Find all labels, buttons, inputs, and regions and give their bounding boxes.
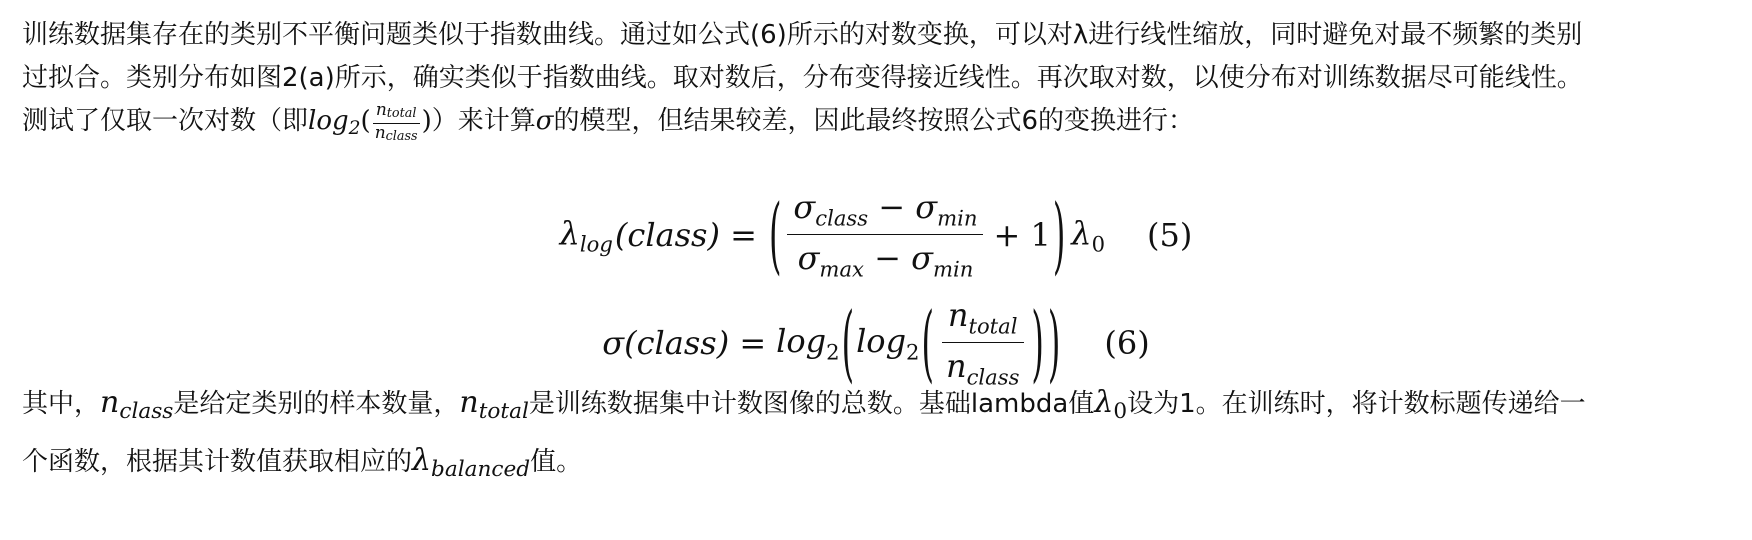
eq5-den-minus: − <box>863 239 912 278</box>
inline-fraction <box>373 101 420 146</box>
eq5-den-sub1: max <box>819 256 864 282</box>
paragraph2-line-1 <box>22 378 1738 436</box>
eq6-numerator <box>942 296 1024 343</box>
eq6-log1-text: log <box>776 321 827 360</box>
inline-log-base: 2 <box>348 118 361 140</box>
eq6-number: (6) <box>1104 323 1150 362</box>
line3-mid: ）来计算 <box>431 106 536 136</box>
eq6-outer-left-paren: ( <box>841 293 855 393</box>
p2-lambda-balanced-sub: balanced <box>431 457 531 483</box>
p2-n-class <box>100 385 174 425</box>
eq5-lambda0 <box>1071 214 1105 256</box>
inline-num-sub: total <box>386 106 417 122</box>
eq5-numerator <box>787 188 983 235</box>
p2-lambda-balanced <box>412 443 531 483</box>
eq6-den-n: n <box>945 347 967 386</box>
p2-text-2: 是给定类别的样本数量， <box>173 389 460 419</box>
p2-lambda0 <box>1094 385 1128 425</box>
p2-text-5: 个函数，根据其计数值获取相应的 <box>22 447 413 478</box>
p2-n-class-sub: class <box>119 399 174 425</box>
p2-n-class-symbol: n <box>100 385 120 420</box>
paragraph-line-3 <box>22 100 1738 150</box>
paper-paragraph-1 <box>22 14 1738 150</box>
p2-lambda-balanced-symbol: λ <box>412 443 432 479</box>
p2-n-total-symbol: n <box>459 385 479 420</box>
eq6-log2-base: 2 <box>906 339 920 365</box>
paragraph-line-2: 过拟合。类别分布如图2(a)所示，确实类似于指数曲线。取对数后，分布变得接近线性。再次取对数，以使分布对训练数据尽可能线性。 <box>22 63 1583 93</box>
eq6-log-inner <box>856 322 919 364</box>
p2-text-4: 设为1。在训练时，将计数标题传递给一 <box>1127 389 1586 419</box>
eq6-sigma: σ <box>602 323 625 362</box>
eq5-den-sigma1: σ <box>797 239 820 278</box>
p2-text-6: 值。 <box>530 447 583 478</box>
eq5-lambda0-symbol: λ <box>1071 213 1092 252</box>
inline-num-n: n <box>375 100 387 121</box>
eq5-num-sub2: min <box>937 205 978 231</box>
inline-sigma: σ <box>535 106 554 136</box>
inline-close-paren: ) <box>421 106 432 136</box>
eq5-plus-one: + 1 <box>993 215 1051 254</box>
eq6-inner-right-paren: ) <box>1031 293 1044 393</box>
equation-6 <box>0 293 1752 393</box>
eq5-lambda0-sub: 0 <box>1091 231 1106 257</box>
eq5-den-sigma2: σ <box>911 239 933 278</box>
p2-lambda0-sub: 0 <box>1113 399 1128 425</box>
eq6-den-sub: class <box>966 364 1020 390</box>
p2-text-1: 其中， <box>22 389 101 419</box>
eq6-log1-base: 2 <box>826 339 840 365</box>
inline-fraction-numerator <box>373 101 420 124</box>
eq6-num-n: n <box>947 296 969 334</box>
eq6-arg: (class) = <box>624 323 767 362</box>
eq5-lambda <box>560 214 613 256</box>
eq5-num-sub1: class <box>815 205 869 231</box>
inline-den-sub: class <box>385 129 418 145</box>
eq5-num-sigma2: σ <box>915 188 938 226</box>
eq5-lambda-sub: log <box>579 231 613 257</box>
eq5-fraction <box>787 188 983 282</box>
paragraph-line-1: 训练数据集存在的类别不平衡问题类似于指数曲线。通过如公式(6)所示的对数变换，可以对λ进行线性缩放，同时避免对最不频繁的类别 <box>22 20 1583 50</box>
p2-lambda0-symbol: λ <box>1094 385 1114 420</box>
eq6-num-sub: total <box>968 313 1018 339</box>
inline-den-n: n <box>374 123 386 144</box>
equation-5 <box>0 185 1752 285</box>
inline-log-text: log <box>308 106 349 136</box>
paragraph2-line-2 <box>22 436 1738 494</box>
line3-suffix: 的模型，但结果较差，因此最终按照公式6的变换进行： <box>553 106 1195 136</box>
eq5-number: (5) <box>1147 215 1193 254</box>
eq5-den-sub2: min <box>932 256 974 282</box>
inline-open-paren: ( <box>360 106 371 136</box>
eq6-inner-left-paren: ( <box>921 293 934 393</box>
eq5-lambda-symbol: λ <box>559 213 580 252</box>
eq5-num-minus: − <box>868 188 916 226</box>
p2-n-total-sub: total <box>478 399 529 425</box>
eq5-arg: (class) = <box>614 215 757 254</box>
inline-log <box>308 106 361 140</box>
paragraph-text <box>22 14 1738 150</box>
p2-text-3: 是训练数据集中计数图像的总数。基础lambda值 <box>528 389 1095 419</box>
eq6-outer-right-paren: ) <box>1047 293 1061 393</box>
eq5-right-paren: ) <box>1052 185 1066 285</box>
line3-prefix: 测试了仅取一次对数（即 <box>22 106 309 136</box>
inline-fraction-denominator <box>373 124 420 146</box>
eq5-left-paren: ( <box>768 185 782 285</box>
eq6-fraction <box>940 296 1025 390</box>
eq5-num-sigma1: σ <box>793 188 816 226</box>
p2-n-total <box>459 385 529 425</box>
paper-paragraph-2 <box>22 378 1738 494</box>
eq5-denominator <box>792 235 980 281</box>
eq6-log2-text: log <box>856 321 907 360</box>
eq6-log-outer <box>776 322 839 364</box>
